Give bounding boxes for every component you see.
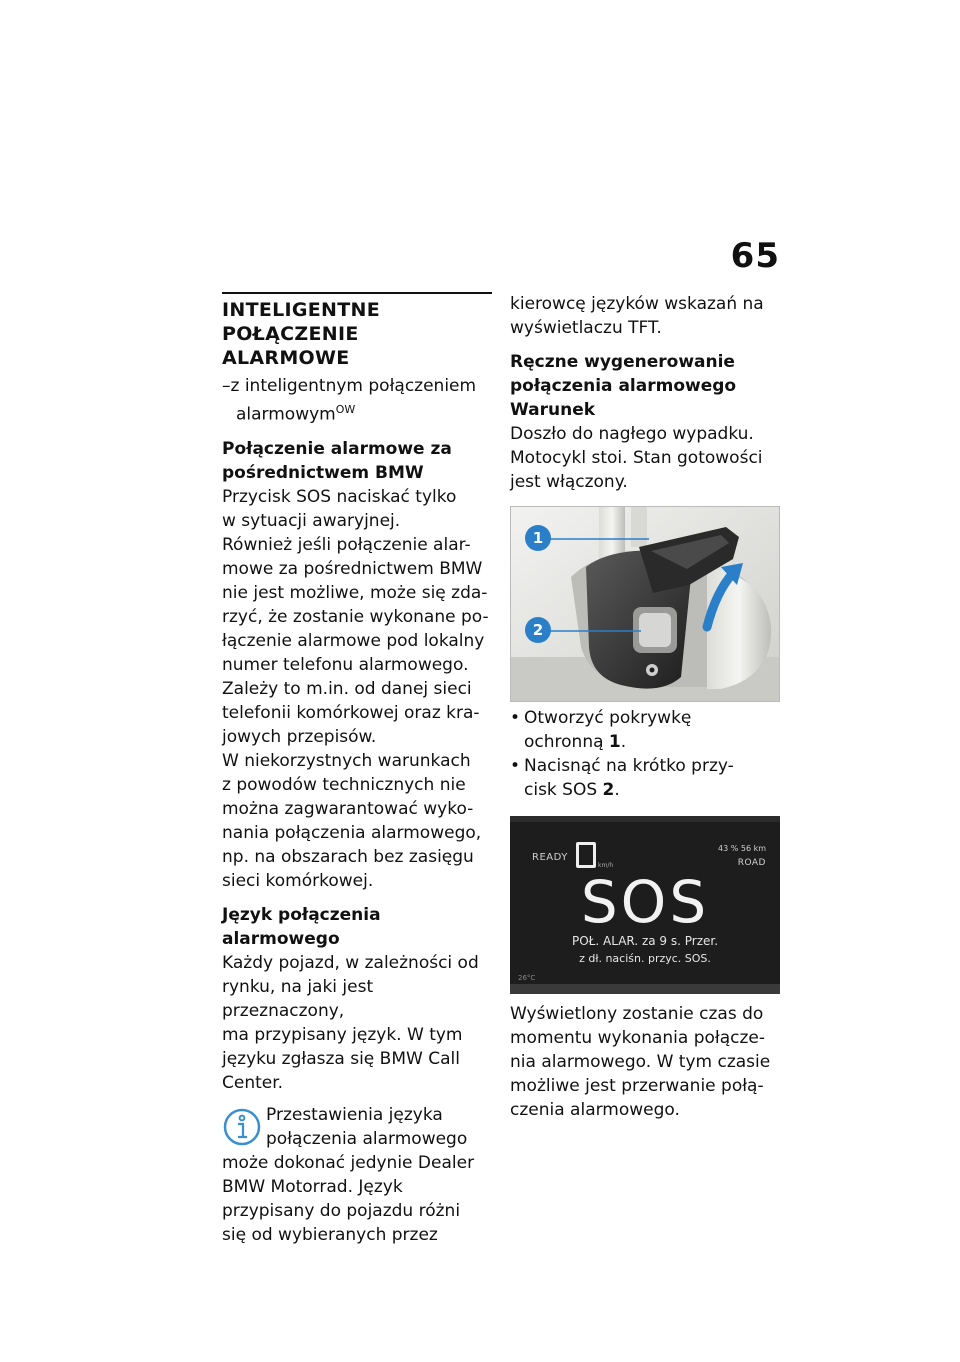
paragraph-language — [222, 951, 492, 1095]
text-line: wyświetlaczu TFT. — [510, 318, 662, 338]
paragraph-conditions — [222, 749, 492, 893]
page-number: 65 — [730, 236, 780, 276]
text-line: Każdy pojazd, w zależności od — [222, 952, 479, 973]
text-line: ma przypisany język. W tym — [222, 1024, 463, 1045]
ref-number: 1 — [608, 732, 621, 752]
text-line: połączenia alarmowego — [266, 1128, 468, 1149]
section-title-line1: INTELIGENTNE POŁĄCZENIE — [222, 299, 381, 345]
text-line: Przycisk SOS naciskać tylko — [222, 486, 457, 507]
list-item — [510, 706, 780, 754]
info-note — [222, 1103, 492, 1247]
text-line: ochronną 1. — [524, 732, 627, 752]
sos-message-line1: POŁ. ALAR. za 9 s. Przer. — [571, 934, 719, 948]
text-line: cisk SOS 2. — [524, 780, 620, 800]
text-line: można zagwarantować wyko- — [222, 798, 474, 819]
text-line: kierowcę języków wskazań na — [510, 294, 764, 314]
paragraph-local-number — [222, 533, 492, 749]
bullet-text: cisk SOS — [524, 780, 598, 800]
subheading-bmw-call-line1: Połączenie alarmowe za — [222, 438, 452, 459]
subheading-bmw-call-line2: pośrednictwem BMW — [222, 462, 424, 483]
text-line: w sytuacji awaryjnej. — [222, 510, 401, 531]
bullet-text: ochronną — [524, 732, 604, 752]
text-line: z powodów technicznych nie — [222, 774, 466, 795]
paragraph-condition — [510, 422, 780, 494]
text-line: Również jeśli połączenie alar- — [222, 534, 471, 555]
ref-number: 2 — [602, 780, 615, 800]
text-line: W niekorzystnych warunkach — [222, 750, 471, 771]
left-column — [222, 292, 492, 1247]
text-line: łączenie alarmowe pod lokalny — [222, 630, 485, 651]
text-line: Zależy to m.in. od danej sieci — [222, 678, 472, 699]
text-line: Motocykl stoi. Stan gotowości — [510, 448, 763, 468]
speed-unit: km/h — [598, 862, 614, 869]
tft-screen — [510, 822, 780, 984]
text-line: może dokonać jedynie Dealer — [222, 1152, 475, 1173]
text-line: rzyć, że zostanie wykonane po- — [222, 606, 489, 627]
figure-sos-switch — [510, 506, 780, 702]
text-line: jowych przepisów. — [222, 726, 377, 747]
temperature-readout: 26°C — [518, 974, 536, 982]
list-item — [510, 754, 780, 802]
equipment-note-text: –z inteligentnym połączeniem alarmowym — [222, 376, 477, 425]
sos-switch-illustration — [511, 507, 779, 701]
text-line: Wyświetlony zostanie czas do — [510, 1004, 764, 1024]
equipment-code: OW — [335, 403, 356, 416]
text-line: sieci komórkowej. — [222, 870, 374, 891]
sos-text: SOS — [580, 868, 710, 936]
text-line: telefonii komórkowej oraz kra- — [222, 702, 480, 723]
callout-2: 2 — [525, 617, 551, 643]
text-line: nia alarmowego. W tym czasie — [510, 1052, 771, 1072]
callout-1: 1 — [525, 525, 551, 551]
fuel-range-readout: 43 % 56 km — [717, 844, 766, 853]
subheading-condition: Warunek — [510, 400, 596, 420]
ride-mode: ROAD — [737, 858, 766, 868]
text-line: się od wybieranych przez — [222, 1224, 438, 1245]
text-line: Center. — [222, 1072, 284, 1093]
text-line: nie jest możliwe, może się zda- — [222, 582, 488, 603]
text-line: nania połączenia alarmowego, — [222, 822, 482, 843]
text-line: BMW Motorrad. Język — [222, 1176, 403, 1197]
paragraph-after-display — [510, 1002, 780, 1122]
section-title-line2: ALARMOWE — [222, 347, 350, 369]
text-line: przypisany do pojazdu różni — [222, 1200, 461, 1221]
text-line: numer telefonu alarmowego. — [222, 654, 469, 675]
subheading-line: połączenia alarmowego — [510, 376, 737, 396]
text-line: np. na obszarach bez zasięgu — [222, 846, 474, 867]
subheading-bmw-call — [222, 437, 492, 485]
equipment-note — [222, 374, 492, 427]
figure-tft-display — [510, 816, 780, 994]
instruction-list — [510, 706, 780, 802]
text-line: • Nacisnąć na krótko przy- — [524, 756, 734, 776]
paragraph-sos-warning — [222, 485, 492, 533]
text-line: rynku, na jaki jest przeznaczony, — [222, 976, 374, 1021]
subheading-manual-call — [510, 350, 780, 422]
text-line: momentu wykonania połącze- — [510, 1028, 766, 1048]
subheading-line: Ręczne wygenerowanie — [510, 352, 735, 372]
ready-indicator: READY — [532, 852, 568, 863]
text-line: jest włączony. — [510, 472, 628, 492]
text-line: języku zgłasza się BMW Call — [222, 1048, 460, 1069]
text-line: mowe za pośrednictwem BMW — [222, 558, 483, 579]
speed-digit — [576, 842, 596, 868]
text-line: • Otworzyć pokrywkę — [524, 708, 692, 728]
sos-message-line2: z dł. naciśn. przyc. SOS. — [579, 952, 711, 965]
text-line: Przestawienia języka — [266, 1104, 443, 1125]
section-rule — [222, 292, 492, 294]
right-column — [510, 292, 780, 1122]
info-icon — [222, 1107, 262, 1147]
text-line: czenia alarmowego. — [510, 1100, 680, 1120]
text-line: możliwe jest przerwanie połą- — [510, 1076, 764, 1096]
subheading-language: Język połączenia alarmowego — [222, 904, 381, 949]
text-line: Doszło do nagłego wypadku. — [510, 424, 754, 444]
